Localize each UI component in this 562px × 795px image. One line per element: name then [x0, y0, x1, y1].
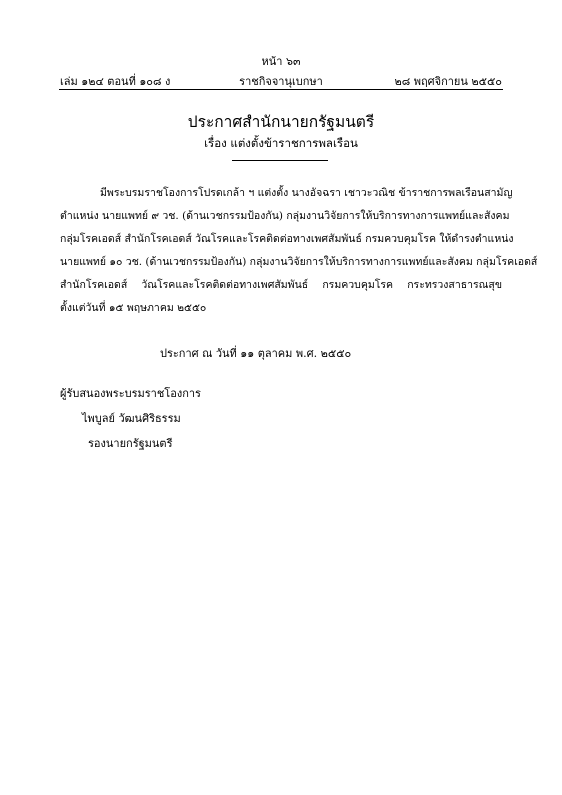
title-divider	[232, 160, 328, 161]
signatory-name: ไพบูลย์ วัฒนศิริธรรม	[82, 412, 181, 425]
body-line: สำนักโรคเอดส์ วัณโรคและโรคติดต่อทางเพศสัมพันธ์ กรมควบคุมโรค กระทรวงสาธารณสุข	[60, 279, 502, 291]
countersignature-label: ผู้รับสนองพระบรมราชโองการ	[60, 387, 201, 400]
signatory-position: รองนายกรัฐมนตรี	[88, 437, 173, 450]
header-divider	[59, 89, 503, 90]
announcement-subject: เรื่อง แต่งตั้งข้าราชการพลเรือน	[204, 136, 358, 150]
gazette-volume-issue: เล่ม ๑๒๔ ตอนที่ ๑๐๘ ง	[60, 75, 171, 88]
gazette-date: ๒๘ พฤศจิกายน ๒๕๕๐	[394, 75, 502, 88]
announcement-title: ประกาศสำนักนายกรัฐมนตรี	[187, 113, 375, 131]
gazette-name: ราชกิจจานุเบกษา	[239, 75, 323, 88]
announcement-date: ประกาศ ณ วันที่ ๑๑ ตุลาคม พ.ศ. ๒๕๕๐	[160, 347, 352, 360]
body-line: มีพระบรมราชโองการโปรดเกล้า ฯ แต่งตั้ง นางอัจฉรา เชาวะวณิช ข้าราชการพลเรือนสามัญ	[100, 187, 513, 199]
body-line: นายแพทย์ ๑๐ วช. (ด้านเวชกรรมป้องกัน) กลุ่มงานวิจัยการให้บริการทางการแพทย์และสังคม กลุ่มโรคเอดส์	[60, 256, 538, 268]
body-line: ตั้งแต่วันที่ ๑๕ พฤษภาคม ๒๕๕๐	[60, 302, 207, 314]
body-line: ตำแหน่ง นายแพทย์ ๙ วช. (ด้านเวชกรรมป้องกัน) กลุ่มงานวิจัยการให้บริการทางการแพทย์และสังคม	[60, 210, 510, 222]
body-line: กลุ่มโรคเอดส์ สำนักโรคเอดส์ วัณโรคและโรคติดต่อทางเพศสัมพันธ์ กรมควบคุมโรค ให้ดำรงตำแหน่ง	[60, 233, 514, 245]
page-number: หน้า ๖๓	[261, 55, 301, 68]
